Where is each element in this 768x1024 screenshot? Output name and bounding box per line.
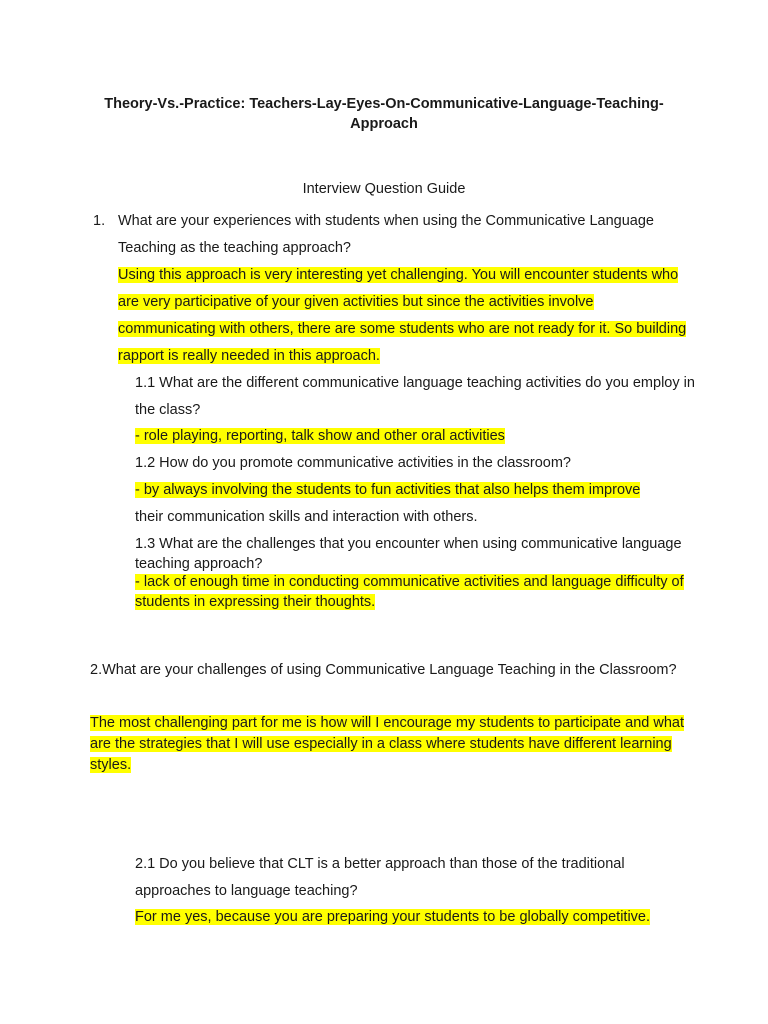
question-1-2: 1.2 How do you promote communicative activities in the classroom?	[135, 455, 571, 471]
question-2-1: 2.1 Do you believe that CLT is a better approach than those of the traditional approaches to language teaching?	[135, 856, 625, 899]
question-1-3: 1.3 What are the challenges that you encounter when using communicative language teaching approach?	[135, 536, 682, 572]
question-2: 2.What are your challenges of using Communicative Language Teaching in the Classroom?	[90, 662, 677, 678]
answer-1-2-highlighted: - by always involving the students to fun activities that also helps them improve	[135, 482, 641, 498]
answer-1-3-text: - lack of enough time in conducting communicative activities and language difficulty of students in expressing their thoughts.	[135, 574, 684, 610]
answer-1-text: Using this approach is very interesting yet challenging. You will encounter students who are very participative of your given activities but since the activities involve communicating with others, there are some students who are not ready for it. So building rapport is really needed in this approach.	[118, 267, 687, 364]
answer-1-1	[135, 423, 695, 450]
answer-1-3	[135, 572, 695, 612]
answer-2	[90, 713, 690, 776]
document-subtitle: Interview Question Guide	[302, 181, 466, 197]
answer-1-1-text: - role playing, reporting, talk show and other oral activities	[135, 428, 505, 444]
question-1: What are your experiences with students when using the Communicative Language Teaching as the teaching approach?	[118, 213, 654, 256]
question-number: 1.	[93, 213, 106, 229]
question-1-1: 1.1 What are the different communicative language teaching activities do you employ in the class?	[135, 375, 695, 418]
answer-2-1-text: For me yes, because you are preparing your students to be globally competitive.	[135, 909, 651, 925]
document-title: Theory-Vs.-Practice: Teachers-Lay-Eyes-On-Communicative-Language-Teaching-Approach	[104, 96, 664, 132]
answer-2-1	[135, 904, 695, 931]
answer-1	[118, 262, 693, 370]
answer-1-2-rest: their communication skills and interaction with others.	[135, 509, 478, 525]
answer-2-text: The most challenging part for me is how will I encourage my students to participate and what are the strategies that I will use especially in a class where students have different learning styles.	[90, 715, 684, 773]
answer-1-2	[135, 477, 695, 531]
